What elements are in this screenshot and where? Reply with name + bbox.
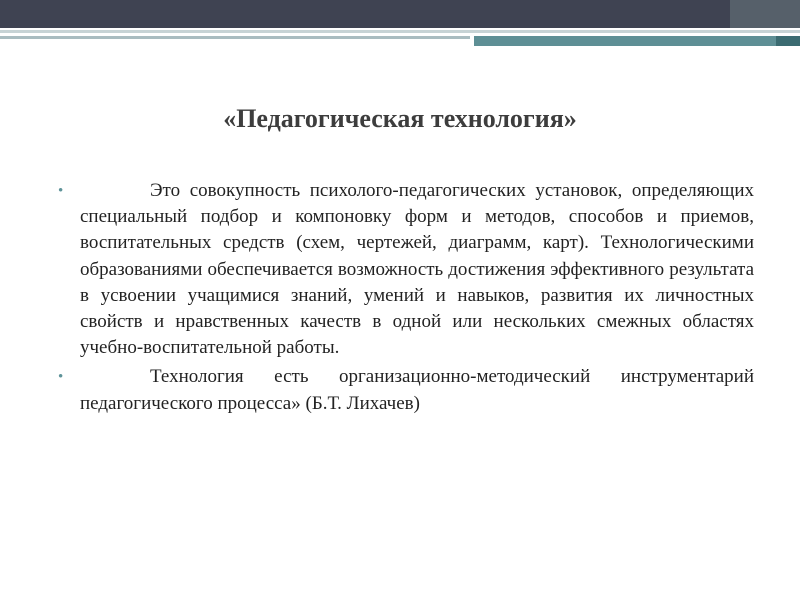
header-bar xyxy=(0,0,800,28)
bullet-icon: • xyxy=(58,183,64,199)
header-accent-line xyxy=(0,30,800,33)
header-thin-band xyxy=(0,36,470,39)
bullet-item-1 xyxy=(58,178,754,361)
bullet-text-2: Технология есть организационно-методический инструментарий педагогического процесса» (Б.Т. Лихачев) xyxy=(80,366,754,414)
slide-title: «Педагогическая технология» xyxy=(223,104,577,133)
slide-body xyxy=(58,178,754,420)
bullet-text-1: Это совокупность психолого-педагогических установок, определяющих специальный подбор и компоновку форм и методов, способов и приемов, воспитательных средств (схем, чертежей, диаграмм, карт). Технологическими образованиями обеспечивается возможность достижения эффективного результата в усвоении учащимися знаний, умений и навыков, развития их личностных свойств и нравственных качеств в одной или нескольких смежных областях учебно-воспитательной работы. xyxy=(80,180,754,359)
bullet-icon: • xyxy=(58,369,64,386)
header-teal-band-end xyxy=(776,36,800,46)
header-bar-notch xyxy=(730,0,800,28)
bullet-item-2 xyxy=(58,364,754,416)
header-teal-band xyxy=(474,36,800,46)
